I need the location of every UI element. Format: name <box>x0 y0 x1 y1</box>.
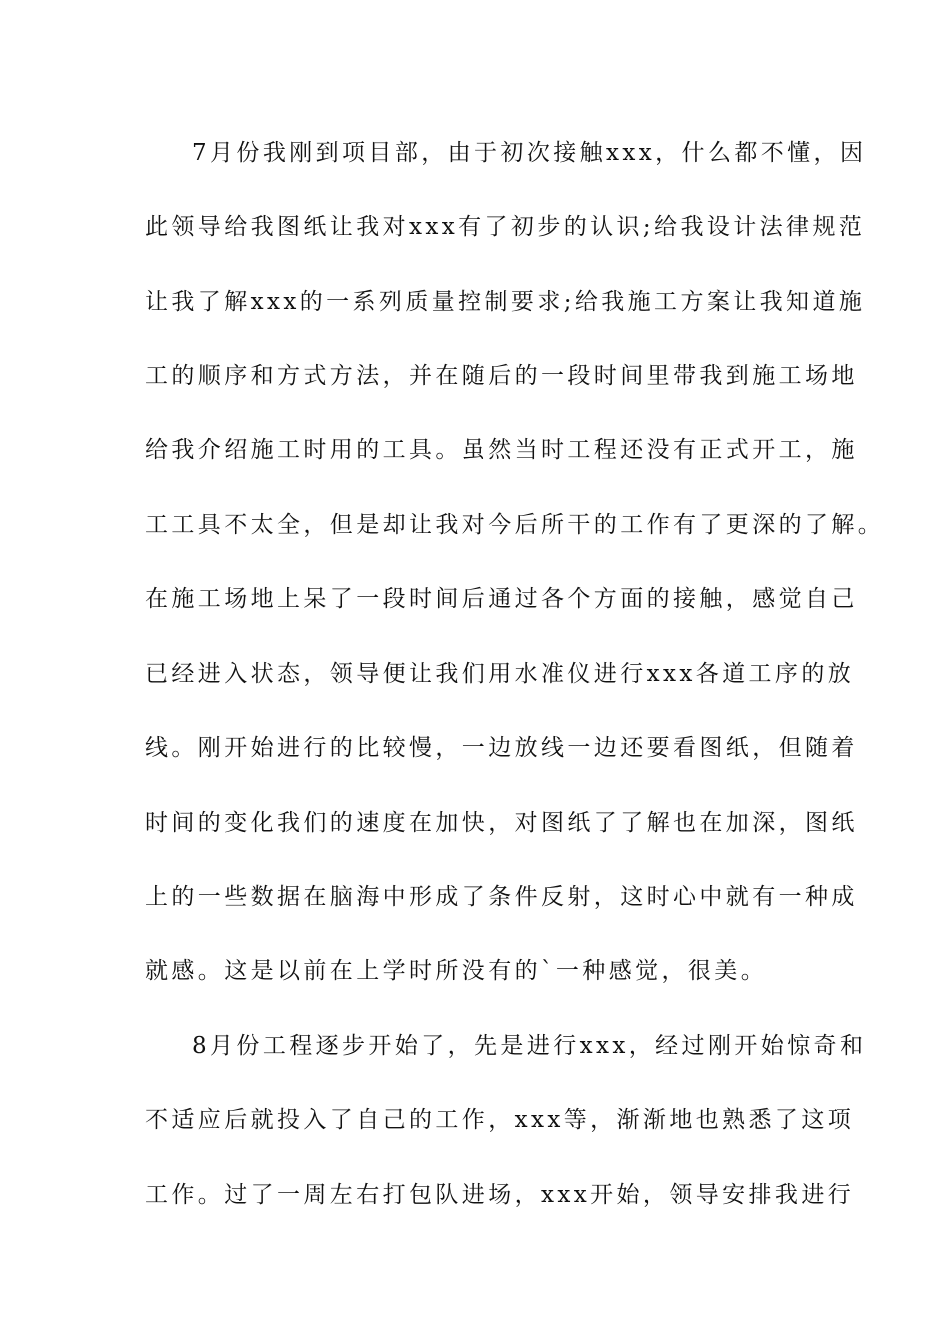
paragraph-1-line-4: 工的顺序和方式方法，并在随后的一段时间里带我到施工场地 <box>145 363 858 389</box>
paragraph-1-line-12: 就感。这是以前在上学时所没有的`一种感觉，很美。 <box>145 958 768 984</box>
paragraph-1-line-7: 在施工场地上呆了一段时间后通过各个方面的接触，感觉自己 <box>145 586 858 612</box>
paragraph-1-line-3: 让我了解xxx的一系列质量控制要求;给我施工方案让我知道施 <box>145 289 866 315</box>
paragraph-1-line-1: 7月份我刚到项目部，由于初次接触xxx，什么都不懂，因 <box>192 140 867 166</box>
paragraph-2-line-3: 工作。过了一周左右打包队进场，xxx开始，领导安排我进行 <box>145 1182 855 1208</box>
paragraph-1-line-8: 已经进入状态，领导便让我们用水准仪进行xxx各道工序的放 <box>145 661 855 687</box>
paragraph-1-line-6: 工工具不太全，但是却让我对今后所干的工作有了更深的了解。 <box>145 512 885 538</box>
paragraph-2-line-2: 不适应后就投入了自己的工作，xxx等，渐渐地也熟悉了这项 <box>145 1107 855 1133</box>
paragraph-1-line-9: 线。刚开始进行的比较慢，一边放线一边还要看图纸，但随着 <box>145 735 858 761</box>
paragraph-1-line-5: 给我介绍施工时用的工具。虽然当时工程还没有正式开工，施 <box>145 437 858 463</box>
paragraph-1-line-11: 上的一些数据在脑海中形成了条件反射，这时心中就有一种成 <box>145 884 858 910</box>
paragraph-2-line-1: 8月份工程逐步开始了，先是进行xxx，经过刚开始惊奇和 <box>192 1033 867 1059</box>
paragraph-1-line-2: 此领导给我图纸让我对xxx有了初步的认识;给我设计法律规范 <box>145 214 866 240</box>
paragraph-1-line-10: 时间的变化我们的速度在加快，对图纸了了解也在加深，图纸 <box>145 810 858 836</box>
